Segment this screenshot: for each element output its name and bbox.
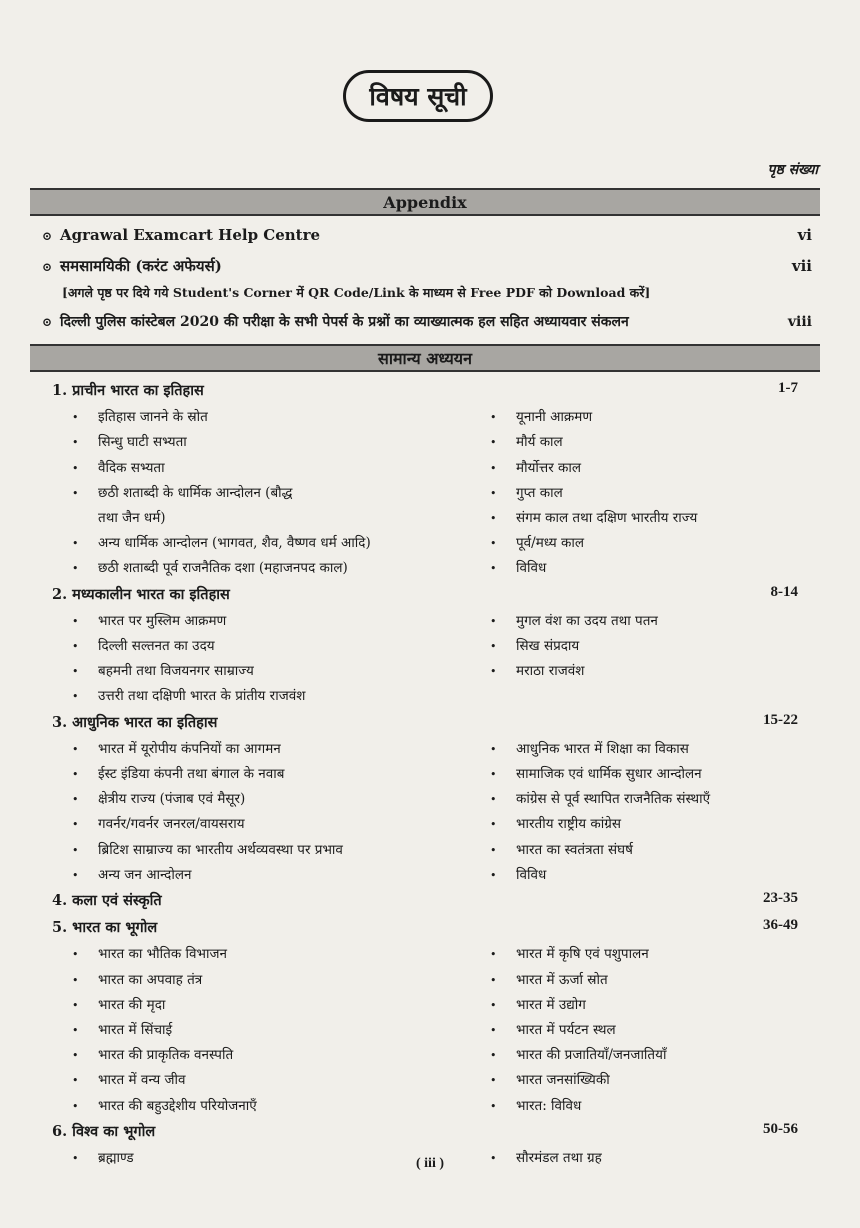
topic-item	[72, 764, 284, 782]
topic-item	[72, 611, 226, 629]
bullet-icon: •	[490, 1099, 497, 1113]
topic-label: भारत में उद्योग	[516, 996, 586, 1013]
topic-label: मौर्य काल	[516, 434, 563, 451]
topic-item	[490, 432, 563, 450]
bullet-icon: •	[490, 1049, 497, 1063]
topic-item	[490, 944, 649, 962]
topic-item	[490, 739, 689, 757]
bullet-icon: •	[72, 1152, 79, 1165]
appendix-item-label: दिल्ली पुलिस कांस्टेबल 2020 की परीक्षा के सभी पेपर्स के प्रश्नों का व्याख्यात्मक हल सहित अध्यायवार संकलन	[60, 314, 629, 330]
topic-label: अन्य धार्मिक आन्दोलन (भागवत, शैव, वैष्णव धर्म आदि)	[98, 535, 371, 552]
appendix-header: Appendix	[30, 188, 820, 216]
topic-label: भारत की प्रजातियाँ/जनजातियाँ	[516, 1047, 667, 1064]
bullet-icon: •	[72, 614, 79, 628]
section-heading[interactable]	[52, 917, 798, 937]
page-title: विषय सूची	[343, 70, 493, 122]
section-heading[interactable]	[52, 380, 798, 400]
bullet-icon: •	[490, 461, 497, 475]
section-heading[interactable]	[52, 584, 798, 604]
topic-item	[72, 686, 305, 704]
topic-item	[490, 764, 702, 782]
topic-label: भारत का अपवाह तंत्र	[98, 971, 203, 988]
topic-label: भारत की प्राकृतिक वनस्पति	[98, 1047, 234, 1064]
topic-label: भारतीय राष्ट्रीय कांग्रेस	[516, 816, 621, 833]
appendix-item-label: Agrawal Examcart Help Centre	[60, 226, 321, 244]
section-title: 1. प्राचीन भारत का इतिहास	[52, 382, 204, 399]
topic-label: सिन्धु घाटी सभ्यता	[98, 434, 187, 451]
topic-item	[490, 508, 697, 526]
bullet-icon: •	[72, 640, 79, 653]
section-page-range: 1-7	[778, 380, 798, 396]
bullet-icon: •	[490, 562, 497, 576]
topic-label: कांग्रेस से पूर्व स्थापित राजनैतिक संस्थाएँ	[516, 791, 711, 808]
bullet-icon: •	[490, 411, 497, 425]
topic-item	[72, 814, 245, 832]
appendix-item-page: vi	[797, 226, 812, 244]
bullet-icon: •	[72, 411, 79, 425]
bullet-icon: •	[72, 1074, 79, 1088]
bullet-icon: •	[490, 614, 497, 628]
topic-label: भारत का भौतिक विभाजन	[98, 946, 227, 963]
topic-item	[72, 970, 202, 988]
bullet-icon: •	[490, 868, 497, 882]
topic-item	[490, 840, 633, 858]
topic-label: तथा जैन धर्म)	[98, 510, 166, 526]
topic-label: सामाजिक एवं धार्मिक सुधार आन्दोलन	[516, 766, 702, 782]
topic-item	[72, 840, 343, 858]
topic-item	[72, 944, 227, 962]
bullet-icon: •	[72, 793, 79, 807]
appendix-item[interactable]	[42, 312, 812, 331]
topic-label: भारत में कृषि एवं पशुपालन	[516, 946, 649, 963]
topic-label: मुगल वंश का उदय तथा पतन	[516, 612, 658, 629]
general-studies-header: सामान्य अध्ययन	[30, 344, 820, 372]
topic-label: उत्तरी तथा दक्षिणी भारत के प्रांतीय राजवंश	[98, 688, 306, 705]
circle-bullet-icon: ⊙	[42, 260, 53, 274]
topic-item	[490, 789, 710, 807]
topic-item	[72, 865, 192, 883]
topic-item	[490, 636, 579, 654]
bullet-icon: •	[72, 868, 79, 882]
topic-item	[72, 483, 292, 501]
bullet-icon: •	[490, 948, 497, 962]
topic-label: दिल्ली सल्तनत का उदय	[98, 638, 215, 654]
appendix-item-page: viii	[787, 314, 812, 330]
section-page-range: 8-14	[770, 583, 798, 600]
topic-item	[72, 458, 165, 476]
topic-item	[490, 407, 592, 425]
topic-item	[490, 814, 621, 832]
topic-label: भारत की मृदा	[98, 996, 166, 1013]
topic-item	[490, 611, 658, 629]
appendix-item[interactable]	[42, 226, 812, 244]
topic-label: भारत में सिंचाई	[98, 1022, 173, 1038]
topic-label: भारत की बहुउद्देशीय परियोजनाएँ	[98, 1097, 257, 1114]
topic-item	[490, 865, 546, 883]
topic-item	[490, 1096, 581, 1114]
topic-label: भारत में यूरोपीय कंपनियों का आगमन	[98, 740, 281, 757]
bullet-icon: •	[72, 1024, 79, 1037]
bullet-icon: •	[490, 1074, 497, 1088]
section-title: 2. मध्यकालीन भारत का इतिहास	[52, 585, 230, 603]
section-heading[interactable]	[52, 712, 798, 732]
topic-label: क्षेत्रीय राज्य (पंजाब एवं मैसूर)	[98, 791, 246, 808]
section-title: 5. भारत का भूगोल	[52, 919, 158, 937]
topic-label: भारत में ऊर्जा स्रोत	[516, 971, 608, 988]
topic-item	[72, 1096, 257, 1114]
bullet-icon: •	[72, 690, 79, 704]
circle-bullet-icon: ⊙	[42, 315, 53, 329]
topic-label: गवर्नर/गवर्नर जनरल/वायसराय	[98, 816, 245, 833]
topic-label: ईस्ट इंडिया कंपनी तथा बंगाल के नवाब	[98, 766, 285, 782]
topic-label: छठी शताब्दी पूर्व राजनैतिक दशा (महाजनपद काल)	[98, 560, 348, 577]
bullet-icon: •	[72, 562, 79, 576]
topic-label: मराठा राजवंश	[516, 663, 585, 680]
section-page-range: 15-22	[763, 711, 798, 728]
topic-item	[72, 995, 165, 1013]
topic-item	[72, 789, 245, 807]
topic-label: पूर्व/मध्य काल	[516, 535, 585, 552]
section-page-range: 50-56	[763, 1120, 798, 1137]
topic-item	[490, 661, 584, 679]
bullet-icon: •	[72, 948, 79, 962]
topic-label: भारत में वन्य जीव	[98, 1072, 186, 1089]
appendix-item-page: vii	[791, 257, 812, 275]
bullet-icon: •	[490, 768, 497, 781]
appendix-item-label: समसामयिकी (करंट अफेयर्स)	[60, 257, 222, 275]
bullet-icon: •	[490, 998, 497, 1012]
circle-bullet-icon: ⊙	[42, 229, 53, 243]
appendix-item[interactable]	[42, 256, 812, 276]
topic-item	[490, 995, 586, 1013]
topic-item	[490, 970, 608, 988]
bullet-icon: •	[72, 486, 79, 500]
bullet-icon: •	[72, 742, 79, 756]
topic-item	[490, 558, 546, 576]
bullet-icon: •	[72, 818, 79, 832]
topic-item	[72, 558, 348, 576]
topic-item	[72, 432, 187, 450]
bullet-icon: •	[490, 537, 497, 551]
topic-item	[72, 407, 208, 425]
topic-item	[72, 1020, 172, 1038]
bullet-icon: •	[490, 843, 497, 857]
topic-item	[72, 661, 254, 679]
topic-label: छठी शताब्दी के धार्मिक आन्दोलन (बौद्ध	[98, 484, 293, 501]
bullet-icon: •	[72, 461, 79, 475]
topic-label: इतिहास जानने के स्रोत	[98, 409, 208, 426]
topic-item	[72, 508, 166, 526]
bullet-icon: •	[490, 486, 497, 500]
topic-label: विविध	[516, 866, 547, 883]
topic-label: भारत जनसांख्यिकी	[516, 1072, 610, 1089]
bullet-icon: •	[72, 998, 79, 1012]
appendix-note: [अगले पृष्ठ पर दिये गये Student's Corner में QR Code/Link के माध्यम से Free PDF को Download करें]	[62, 285, 651, 300]
topic-label: संगम काल तथा दक्षिण भारतीय राज्य	[516, 510, 698, 526]
topic-item	[72, 533, 371, 551]
bullet-icon: •	[490, 818, 497, 832]
section-heading[interactable]	[52, 1121, 798, 1141]
page-footer-number: ( iii )	[416, 1156, 444, 1171]
bullet-icon: •	[490, 640, 497, 653]
bullet-icon: •	[72, 1049, 79, 1063]
topic-label: भारत पर मुस्लिम आक्रमण	[98, 612, 227, 629]
topic-label: अन्य जन आन्दोलन	[98, 866, 192, 883]
topic-label: सिख संप्रदाय	[516, 638, 580, 654]
bullet-icon: •	[72, 1099, 79, 1113]
bullet-icon: •	[490, 512, 497, 525]
topic-label: वैदिक सभ्यता	[98, 459, 165, 476]
topic-label: बहमनी तथा विजयनगर साम्राज्य	[98, 663, 254, 680]
topic-item	[490, 483, 563, 501]
topic-label: मौर्योत्तर काल	[516, 459, 582, 476]
bullet-icon: •	[490, 793, 497, 807]
topic-label: सौरमंडल तथा ग्रह	[516, 1150, 602, 1166]
bullet-icon: •	[490, 1152, 497, 1165]
topic-label: ब्रिटिश साम्राज्य का भारतीय अर्थव्यवस्था पर प्रभाव	[98, 841, 343, 858]
topic-label: ब्रह्माण्ड	[98, 1150, 134, 1166]
topic-label: भारत का स्वतंत्रता संघर्ष	[516, 841, 633, 858]
bullet-icon: •	[490, 436, 497, 450]
bullet-icon: •	[490, 665, 497, 679]
topic-label: गुप्त काल	[516, 484, 563, 501]
bullet-icon: •	[490, 1024, 497, 1037]
topic-item	[72, 739, 281, 757]
bullet-icon: •	[490, 973, 497, 987]
topic-label: यूनानी आक्रमण	[516, 409, 593, 426]
bullet-icon: •	[72, 665, 79, 679]
topic-item	[490, 1070, 610, 1088]
bullet-icon: •	[72, 973, 79, 987]
topic-label: भारत: विविध	[516, 1097, 582, 1114]
section-page-range: 23-35	[763, 890, 798, 906]
topic-item	[490, 1020, 616, 1038]
topic-item	[72, 636, 215, 654]
topic-item	[490, 458, 581, 476]
section-page-range: 36-49	[763, 917, 798, 934]
topic-label: भारत में पर्यटन स्थल	[516, 1022, 616, 1038]
bullet-icon: •	[72, 436, 79, 450]
bullet-icon: •	[490, 742, 497, 756]
topic-item	[490, 533, 584, 551]
section-title: 6. विश्व का भूगोल	[52, 1122, 156, 1140]
topic-item	[72, 1045, 233, 1063]
bullet-icon: •	[72, 843, 79, 857]
topic-label: विविध	[516, 560, 547, 577]
bullet-icon: •	[72, 768, 79, 781]
section-title: 3. आधुनिक भारत का इतिहास	[52, 713, 218, 731]
section-heading[interactable]	[52, 890, 798, 910]
topic-item	[490, 1045, 666, 1063]
topic-label: आधुनिक भारत में शिक्षा का विकास	[516, 740, 689, 757]
page-number-column-label: पृष्ठ संख्या	[767, 162, 818, 178]
bullet-icon: •	[72, 537, 79, 551]
topic-item	[72, 1070, 186, 1088]
section-title: 4. कला एवं संस्कृति	[52, 892, 162, 909]
